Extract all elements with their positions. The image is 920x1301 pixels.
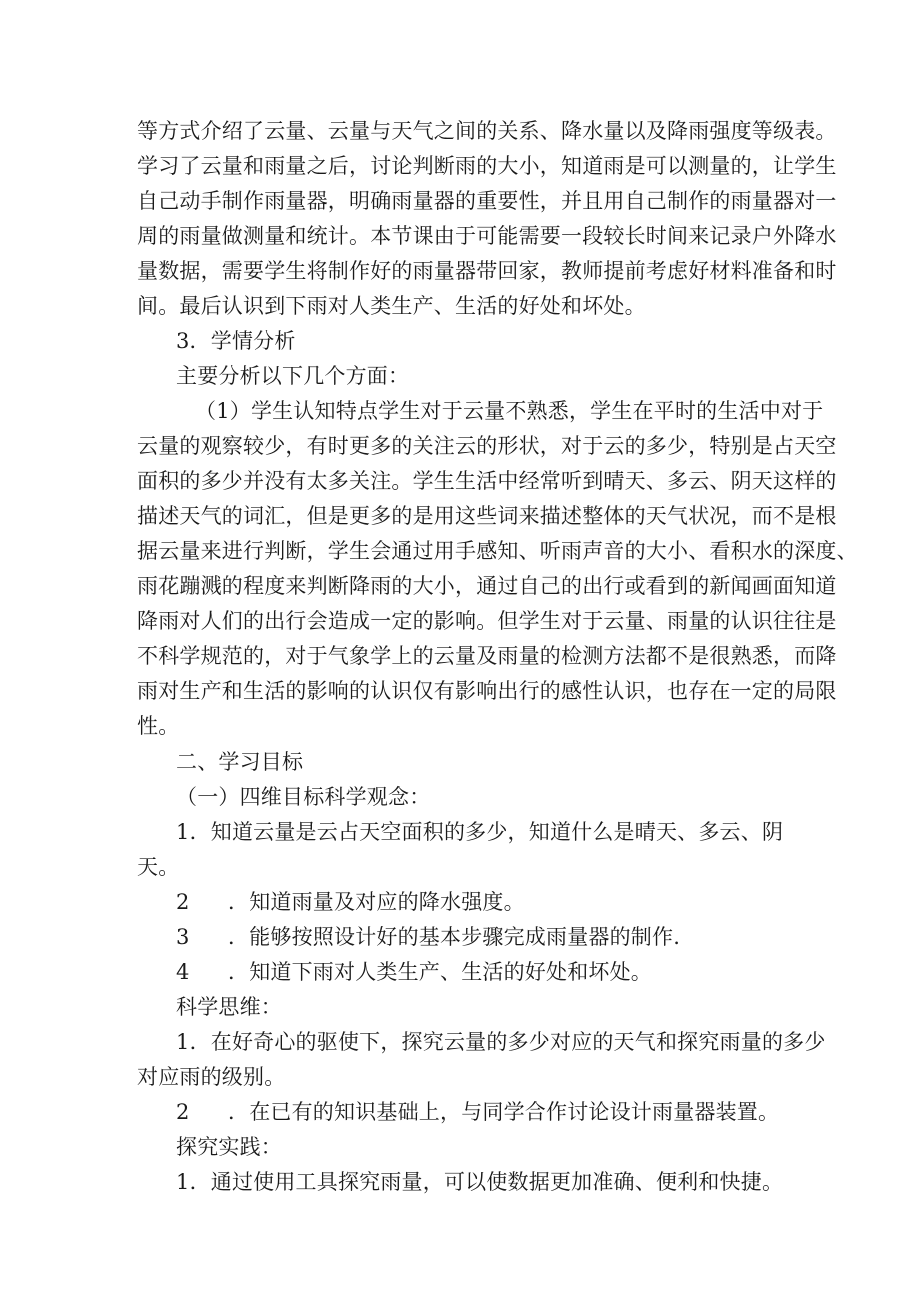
- intro-line-3: 自己动手制作雨量器，明确雨量器的重要性，并且用自己制作的雨量器对一: [137, 189, 837, 213]
- item-number: 2: [176, 1100, 190, 1124]
- item-number: 1: [176, 1170, 190, 1194]
- concept-item-3: [176, 920, 680, 954]
- section-heading-learning-analysis: 3．学情分析: [176, 329, 296, 353]
- intro-line-4: 周的雨量做测量和统计。本节课由于可能需要一段较长时间来记录户外降水: [137, 224, 837, 248]
- item-text: ．在已有的知识基础上，与同学合作讨论设计雨量器装置。: [228, 1100, 780, 1124]
- item-text: ．在好奇心的驱使下，探究云量的多少对应的天气和探究雨量的多少: [189, 1030, 826, 1054]
- analysis-lead: 主要分析以下几个方面：: [176, 364, 410, 388]
- concept-item-2: [176, 885, 525, 919]
- thinking-item-1-cont: 对应雨的级别。: [137, 1065, 286, 1089]
- section-heading-learning-goals: 二、学习目标: [176, 750, 304, 774]
- item-number: 1: [176, 820, 190, 844]
- subheading-concepts: （一）四维目标科学观念：: [176, 785, 431, 809]
- point1-line-6: 雨花蹦溅的程度来判断降雨的大小，通过自己的出行或看到的新闻画面知道: [137, 574, 837, 598]
- point1-line-10: 性。: [137, 714, 180, 738]
- item-text: ．知道下雨对人类生产、生活的好处和坏处。: [228, 960, 652, 984]
- intro-line-5: 量数据，需要学生将制作好的雨量器带回家，教师提前考虑好材料准备和时: [137, 259, 837, 283]
- thinking-item-1: [176, 1025, 826, 1059]
- intro-line-2: 学习了云量和雨量之后，讨论判断雨的大小，知道雨是可以测量的，让学生: [137, 154, 837, 178]
- item-text: ．知道雨量及对应的降水强度。: [228, 890, 525, 914]
- point1-line-9: 雨对生产和生活的影响的认识仅有影响出行的感性认识，也存在一定的局限: [137, 679, 837, 703]
- intro-line-1: 等方式介绍了云量、云量与天气之间的关系、降水量以及降雨强度等级表。: [137, 119, 837, 143]
- concept-item-1: [176, 815, 783, 849]
- item-number: 3: [176, 925, 190, 949]
- point1-line-4: 描述天气的词汇，但是更多的是用这些词来描述整体的天气状况，而不是根: [137, 504, 837, 528]
- subheading-scientific-thinking: 科学思维：: [176, 995, 282, 1019]
- point1-line-1: （1）学生认知特点学生对于云量不熟悉，学生在平时的生活中对于: [195, 399, 824, 423]
- intro-line-6: 间。最后认识到下雨对人类生产、生活的好处和坏处。: [137, 294, 646, 318]
- item-text: ．能够按照设计好的基本步骤完成雨量器的制作.: [228, 925, 681, 949]
- item-number: 4: [176, 960, 190, 984]
- item-text: ．通过使用工具探究雨量，可以使数据更加准确、便利和快捷。: [189, 1170, 784, 1194]
- item-number: 1: [176, 1030, 190, 1054]
- subheading-inquiry-practice: 探究实践：: [176, 1135, 282, 1159]
- point1-line-2: 云量的观察较少，有时更多的关注云的形状，对于云的多少，特别是占天空: [137, 434, 837, 458]
- concept-item-4: [176, 955, 652, 989]
- item-text: ．知道云量是云占天空面积的多少，知道什么是晴天、多云、阴: [189, 820, 784, 844]
- point1-line-5: 据云量来进行判断，学生会通过用手感知、听雨声音的大小、看积水的深度、: [137, 539, 858, 563]
- item-number: 2: [176, 890, 190, 914]
- concept-item-1-cont: 天。: [137, 855, 180, 879]
- point1-line-8: 不科学规范的，对于气象学上的云量及雨量的检测方法都不是很熟悉，而降: [137, 644, 837, 668]
- thinking-item-2: [176, 1095, 779, 1129]
- point1-line-7: 降雨对人们的出行会造成一定的影响。但学生对于云量、雨量的认识往往是: [137, 609, 837, 633]
- practice-item-1: [176, 1165, 783, 1199]
- point1-line-3: 面积的多少并没有太多关注。学生生活中经常听到晴天、多云、阴天这样的: [137, 469, 837, 493]
